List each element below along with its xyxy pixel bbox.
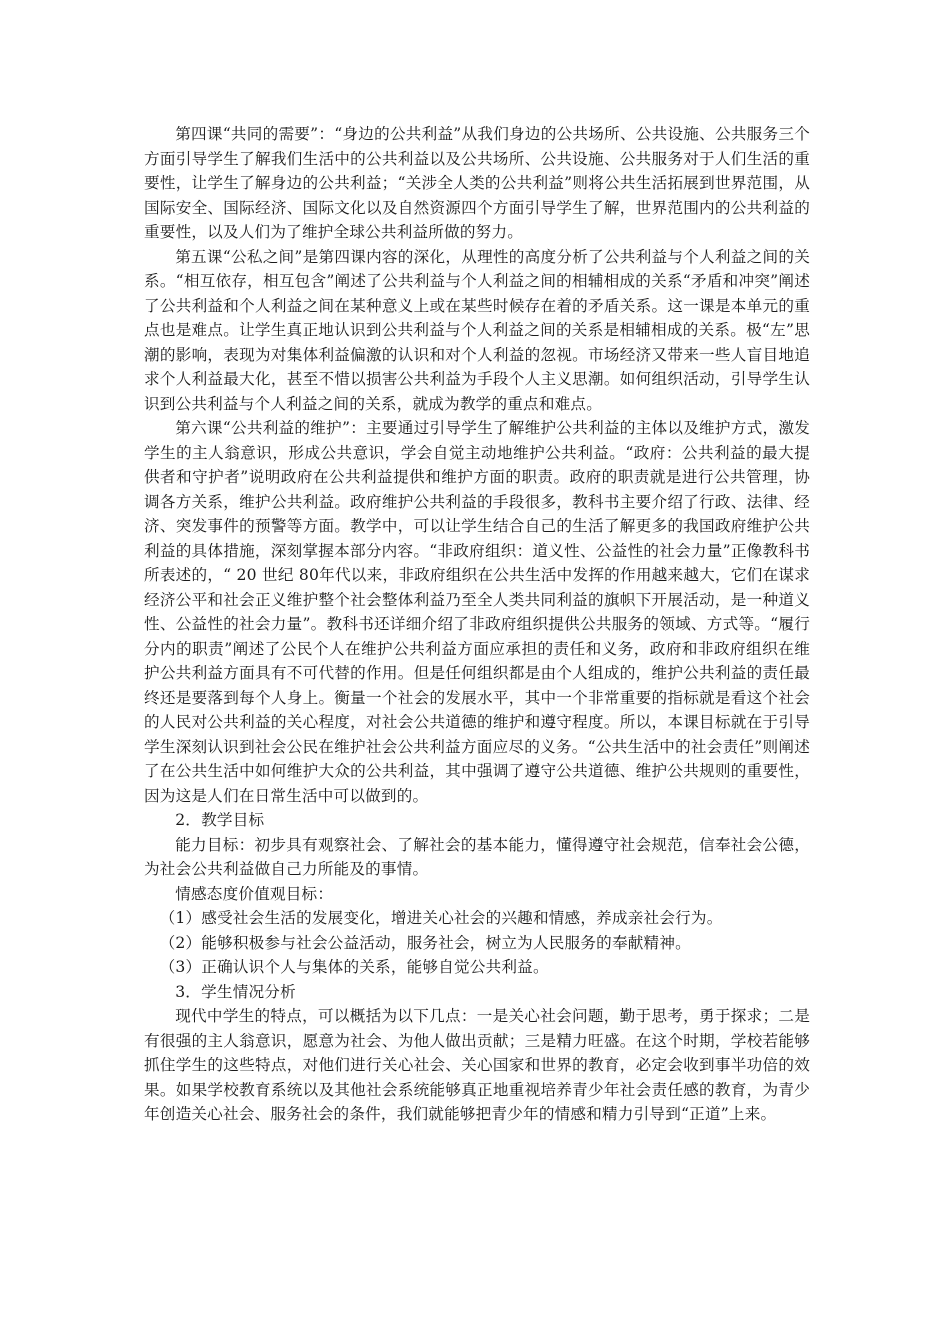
- paragraph-student-analysis: 现代中学生的特点，可以概括为以下几点：一是关心社会问题，勤于思考，勇于探求；二是有很强的主人翁意识，愿意为社会、为他人做出贡献；三是精力旺盛。在这个时期，学校若能够抓住学生的这些特点，对他们进行关心社会、关心国家和世界的教育，必定会收到事半功倍的效果。如果学校教育系统以及其他社会系统能够真正地重视培养青少年社会责任感的教育，为青少年创造关心社会、服务社会的条件，我们就能够把青少年的情感和精力引导到“正道”上来。: [144, 1007, 810, 1123]
- paragraph-emotion-goals-heading: 情感态度价值观目标：: [175, 884, 334, 903]
- heading-student-analysis: 3．学生情况分析: [175, 982, 296, 1001]
- paragraph-ability-goals: 能力目标：初步具有观察社会、了解社会的基本能力，懂得遵守社会规范，信奉社会公德，为社会公共利益做自己力所能及的事情。: [144, 835, 810, 878]
- paragraph-lesson-6: 第六课“公共利益的维护”：主要通过引导学生了解维护公共利益的主体以及维护方式，激发学生的主人翁意识，形成公共意识，学会自觉主动地维护公共利益。“政府：公共利益的最大提供者和守护者”说明政府在公共利益提供和维护方面的职责。政府的职责就是进行公共管理，协调各方关系，维护公共利益。政府维护公共利益的手段很多，教科书主要介绍了行政、法律、经济、突发事件的预警等方面。教学中，可以让学生结合自己的生活了解更多的我国政府维护公共利益的具体措施，深刻掌握本部分内容。“非政府组织：道义性、公益性的社会力量”正像教科书所表述的，“ 20 世纪 80年代以来，非政府组织在公共生活中发挥的作用越来越大，它们在谋求经济公平和社会正义维护整个社会整体利益乃至全人类共同利益的旗帜下开展活动，是一种道义性、公益性的社会力量”。教科书还详细介绍了非政府组织提供公共服务的领域、方式等。“履行分内的职责”阐述了公民个人在维护公共利益方面应承担的责任和义务，政府和非政府组织在维护公共利益方面具有不可代替的作用。但是任何组织都是由个人组成的，维护公共利益的责任最终还是要落到每个人身上。衡量一个社会的发展水平，其中一个非常重要的指标就是看这个社会的人民对公共利益的关心程度，对社会公共道德的维护和遵守程度。所以，本课目标就在于引导学生深刻认识到社会公民在维护社会公共利益方面应尽的义务。“公共生活中的社会责任”则阐述了在公共生活中如何维护大众的公共利益，其中强调了遵守公共道德、维护公共规则的重要性，因为这是人们在日常生活中可以做到的。: [144, 419, 810, 805]
- document-body: [144, 122, 810, 1127]
- heading-teaching-goals: 2．教学目标: [175, 811, 265, 829]
- list-item-goal-1: （1）感受社会生活的发展变化，增进关心社会的兴趣和情感，养成亲社会行为。: [159, 909, 723, 927]
- list-item-goal-3: （3）正确认识个人与集体的关系，能够自觉公共利益。: [159, 958, 549, 976]
- paragraph-lesson-5: 第五课“公私之间”是第四课内容的深化，从理性的高度分析了公共利益与个人利益之间的关系。“相互依存，相互包含”阐述了公共利益与个人利益之间的相辅相成的关系“矛盾和冲突”阐述了公共利益和个人利益之间在某种意义上或在某些时候存在着的矛盾关系。这一课是本单元的重点也是难点。让学生真正地认识到公共利益与个人利益之间的关系是相辅相成的关系。极“左”思潮的影响，表现为对集体利益偏激的认识和对个人利益的忽视。市场经济又带来一些人盲目地追求个人利益最大化，甚至不惜以损害公共利益为手段个人主义思潮。如何组织活动，引导学生认识到公共利益与个人利益之间的关系，就成为教学的重点和难点。: [144, 247, 810, 413]
- list-item-goal-2: （2）能够积极参与社会公益活动，服务社会，树立为人民服务的奉献精神。: [159, 933, 691, 952]
- paragraph-lesson-4: 第四课“共同的需要”：“身边的公共利益”从我们身边的公共场所、公共设施、公共服务三个方面引导学生了解我们生活中的公共利益以及公共场所、公共设施、公共服务对于人们生活的重要性，让学生了解身边的公共利益；“关涉全人类的公共利益”则将公共生活拓展到世界范围，从国际安全、国际经济、国际文化以及自然资源四个方面引导学生了解，世界范围内的公共利益的重要性，以及人们为了维护全球公共利益所做的努力。: [144, 125, 810, 241]
